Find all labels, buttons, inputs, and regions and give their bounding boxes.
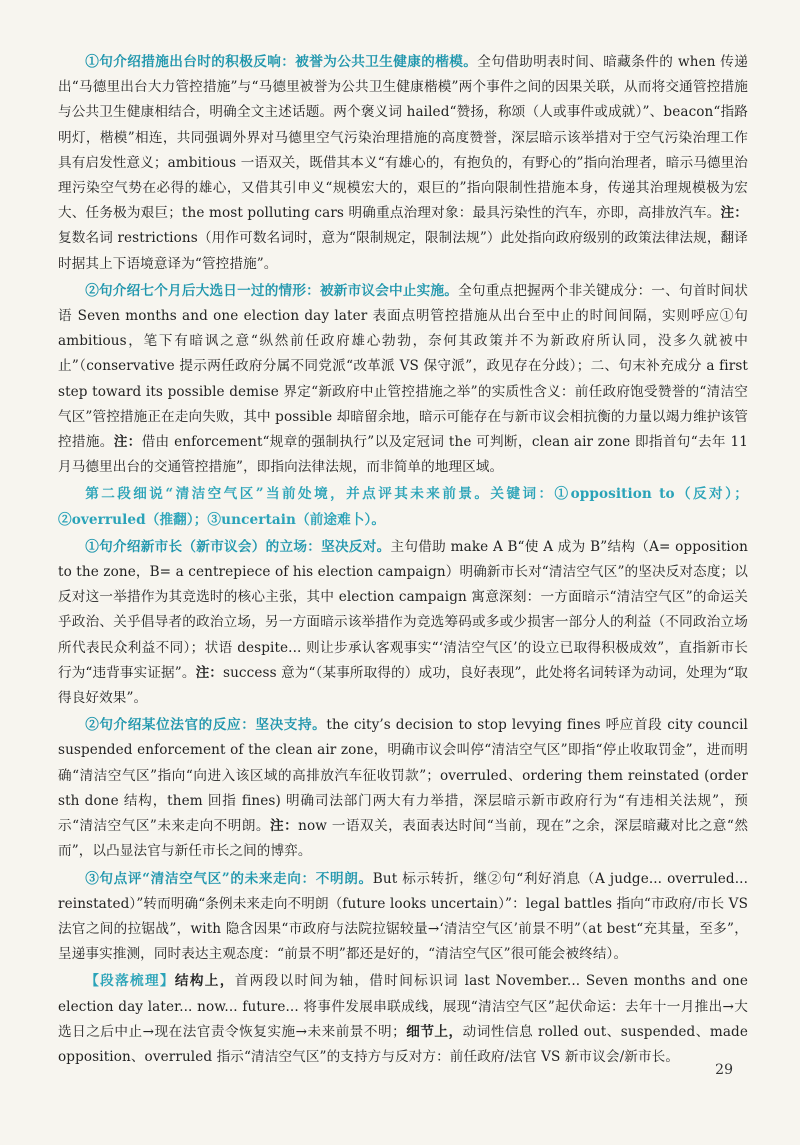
note-label: 注： bbox=[720, 205, 749, 222]
paragraph-5-body: But 标示转折，继②句“利好消息（A judge... overruled... reinstated）”转而明确“条例未来走向不明朗（future looks uncertain）”：legal battles 指向“市政府/市长 VS 法官之间的拉锯战”，with 隐含因果“市政府与法院拉锯较量→‘清洁空气区’前景不明”（at best“充其量，至多”，呈递事实推测，同时表达主观态度：“前景不明”都还是好的，“清洁空气区”很可能会被终结）。 bbox=[58, 870, 748, 963]
paragraph-2 bbox=[58, 279, 748, 481]
paragraph-2-note: 借由 enforcement“规章的强制执行”以及定冠词 the 可判断，clean air zone 即指首句“去年 11 月马德里出台的交通管控措施”，即指向法律法规，而非简单的地理区域。 bbox=[58, 434, 748, 476]
section-heading-text: （前途难卜）。 bbox=[296, 511, 386, 528]
paragraph-3-note: success 意为“（某事所取得的）成功，良好表现”，此处将名词转译为动词，处理为“取得良好效果”。 bbox=[58, 664, 749, 707]
section-heading-text: 第二段细说“清洁空气区”当前处境，并点评其未来前景。关键词：① bbox=[85, 486, 571, 503]
paragraph-4-note: now 一语双关，表面表达时间“当前，现在”之余，深层暗藏对比之意“然而”，以凸显法官与新任市长之间的博弈。 bbox=[58, 818, 749, 860]
paragraph-4-lead: ②句介绍某位法官的反应：坚决支持。 bbox=[85, 717, 327, 734]
page-number: 29 bbox=[715, 1062, 733, 1078]
paragraph-2-body: 全句重点把握两个非关键成分：一、句首时间状语 Seven months and one election day later 表面点明管控措施从出台至中止的时间间隔，实则呼应①句 ambitious，笔下有暗讽之意“纵然前任政府雄心勃勃，奈何其政策并不为新政府所认同，没多久就被中止”（conservative 提示两任政府分属不同党派“改革派 VS 保守派”，政见存在分歧）；二、句末补充成分 a first step toward its possible demise 界定“新政府中止管控措施之举”的实质性含义：前任政府饱受赞誉的“清洁空气区”管控措施正在走向失败，其中 possible 却暗留余地，暗示可能存在与新市议会相抗衡的力量以竭力维护该管控措施。 bbox=[58, 282, 748, 451]
paragraph-4 bbox=[58, 713, 748, 864]
summary-structure: 首两段以时间为轴，借时间标识词 last November... Seven months and one election day later... now... future... 将事件发展串联成线，展现“清洁空气区”起伏命运：去年十一月推出→大选日之后中止→现在法官责令恢复实施→未来前景不明； bbox=[58, 973, 748, 1040]
paragraph-2-lead: ②句介绍七个月后大选日一过的情形：被新市议会中止实施。 bbox=[85, 282, 459, 299]
paragraph-summary bbox=[58, 969, 748, 1070]
paragraph-5 bbox=[58, 867, 748, 968]
paragraph-4-body: the city’s decision to stop levying fines 呼应首段 city council suspended enforcement of the clean air zone，明确市议会叫停“清洁空气区”即指“停止收取罚金”，进而明确“清洁空气区”指向“向进入该区域的高排放汽车征收罚款”；overruled、ordering them reinstated (order sth done 结构，them 回指 fines) 明确司法部门两大有力举措，深层暗示新市政府行为“有违相关法规”，预示“清洁空气区”未来走向不明朗。 bbox=[58, 717, 748, 835]
detail-label: 细节上， bbox=[405, 1023, 463, 1040]
paragraph-3-body: 主句借助 make A B“使 A 成为 B”结构（A= opposition to the zone，B= a centrepiece of his election campaign）明确新市长对“清洁空气区”的坚决反对态度；以反对这一举措作为其竞选时的核心主张，其中 election campaign 寓意深刻：一方面暗示“清洁空气区”的命运关乎政治、关乎倡导者的政治立场，另一方面暗示该举措作为竞选筹码或多或少损害一部分人的利益（不同政治立场所代表民众利益不同）；状语 despite... 则让步承认客观事实“‘清洁空气区’的设立已取得积极成效”，直指新市长行为“违背事实证据”。 bbox=[58, 538, 748, 681]
summary-detail: 动词性信息 rolled out、suspended、made opposition、overruled 指示“清洁空气区”的支持方与反对方：前任政府/法官 VS 新市议会/新市长。 bbox=[58, 1023, 749, 1065]
paragraph-5-lead: ③句点评“清洁空气区”的未来走向：不明朗。 bbox=[85, 870, 373, 887]
note-label: 注： bbox=[270, 818, 299, 835]
paragraph-1 bbox=[58, 50, 748, 277]
keyword-3: uncertain bbox=[221, 511, 297, 528]
note-label: 注： bbox=[195, 664, 223, 681]
paragraph-1-lead: ①句介绍措施出台时的积极反响：被誉为公共卫生健康的楷模。 bbox=[85, 54, 478, 70]
section-heading-text: （反对）；② bbox=[58, 486, 748, 528]
paragraph-3-lead: ①句介绍新市长（新市议会）的立场：坚决反对。 bbox=[85, 538, 391, 555]
section-heading-text: （推翻）；③ bbox=[145, 511, 222, 528]
summary-tag: 【段落梳理】 bbox=[85, 973, 175, 990]
keyword-1: opposition to bbox=[570, 486, 675, 503]
paragraph-1-body: 全句借助明表时间、暗藏条件的 when 传递出“马德里出台大力管控措施”与“马德里被誉为公共卫生健康楷模”两个事件之间的因果关联，从而将交通管控措施与公共卫生健康相结合，明确全文主述话题。两个褒义词 hailed“赞扬，称颂（人或事件或成就）”、beacon“指路明灯，楷模”相连，共同强调外界对马德里空气污染治理措施的高度赞誉，深层暗示该举措对于空气污染治理工作具有启发性意义；ambitious 一语双关，既借其本义“有雄心的，有抱负的，有野心的”指向治理者，暗示马德里治理污染空气势在必得的雄心，又借其引申义“规模宏大的，艰巨的”指向限制性措施本身，传递其治理规模极为宏大、任务极为艰巨；the most polluting cars 明确重点治理对象：最具污染性的汽车，亦即，高排放汽车。 bbox=[58, 54, 748, 222]
paragraph-3 bbox=[58, 535, 748, 711]
structure-label: 结构上， bbox=[174, 973, 235, 990]
section-heading-2 bbox=[58, 482, 748, 532]
keyword-2: overruled bbox=[71, 511, 146, 528]
note-label: 注： bbox=[113, 434, 142, 451]
paragraph-1-note: 复数名词 restrictions（用作可数名词时，意为“限制规定，限制法规”）此处指向政府级别的政策法律法规，翻译时据其上下语境意译为“管控措施”。 bbox=[58, 230, 748, 272]
